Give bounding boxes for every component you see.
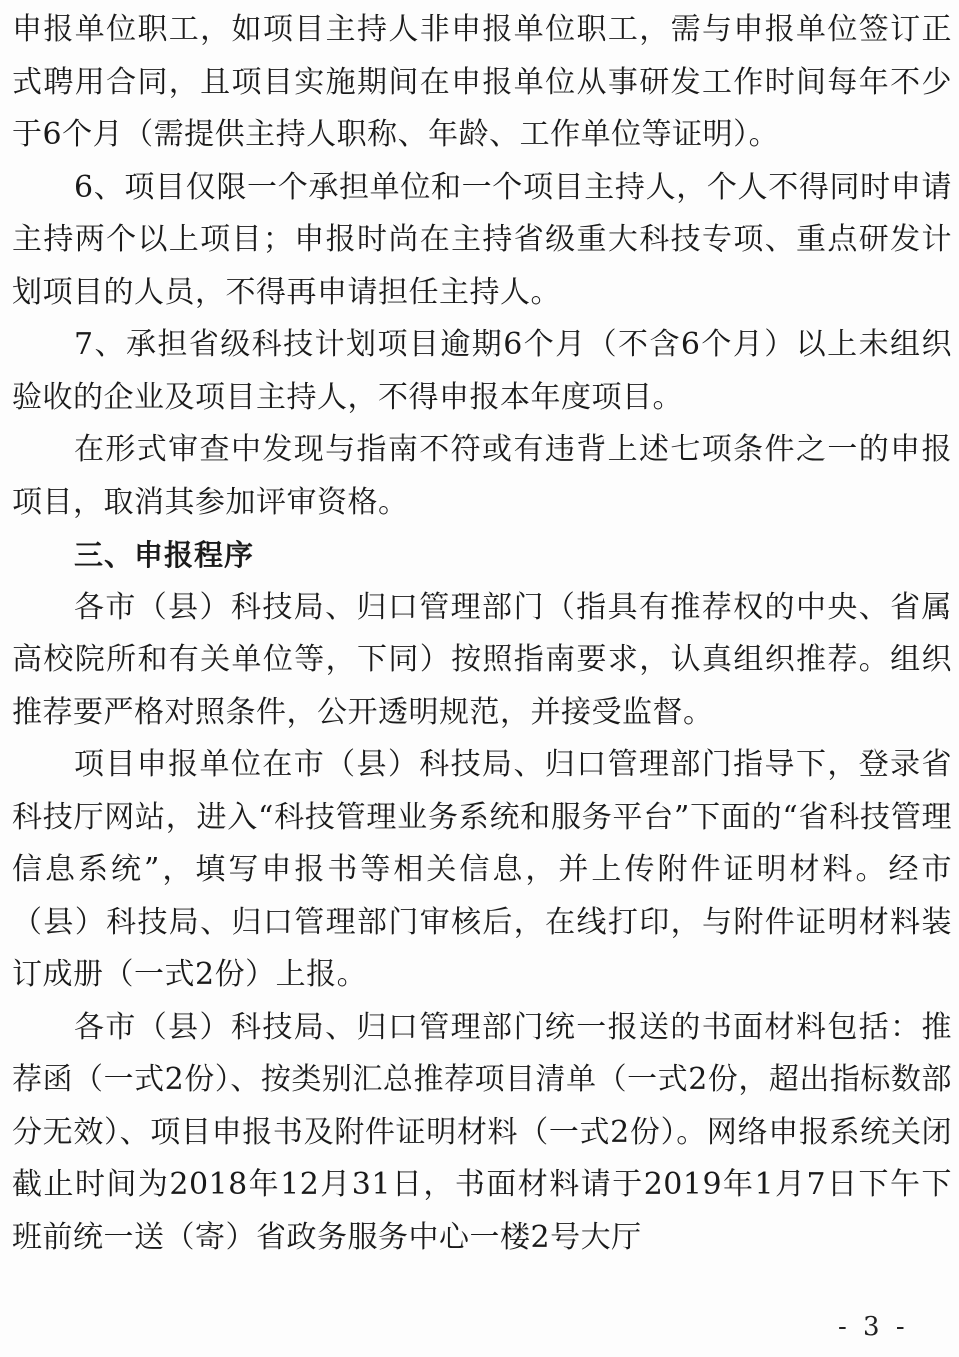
paragraph-item-6: 6、项目仅限一个承担单位和一个项目主持人，个人不得同时申请主持两个以上项目；申报时尚在主持省级重大科技专项、重点研发计划项目的人员，不得再申请担任主持人。 — [12, 169, 952, 310]
paragraph-continuation: 申报单位职工，如项目主持人非申报单位职工，需与申报单位签订正式聘用合同，且项目实施期间在申报单位从事研发工作时间每年不少于6个月（需提供主持人职称、年龄、工作单位等证明）。 — [12, 12, 952, 152]
document-body — [12, 4, 952, 1264]
paragraph-submission-materials: 各市（县）科技局、归口管理部门统一报送的书面材料包括：推荐函（一式2份）、按类别汇总推荐项目清单（一式2份，超出指标数部分无效）、项目申报书及附件证明材料（一式2份）。网络申报系统关闭截止时间为2018年12月31日，书面材料请于2019年1月7日下午下班前统一送（寄）省政务服务中心一楼2号大厅 — [12, 1009, 952, 1255]
paragraph-review-rule: 在形式审查中发现与指南不符或有违背上述七项条件之一的申报项目，取消其参加评审资格。 — [12, 432, 952, 520]
page-number: - 3 - — [838, 1312, 909, 1342]
paragraph-online-application: 项目申报单位在市（县）科技局、归口管理部门指导下，登录省科技厅网站，进入“科技管理业务系统和服务平台”下面的“省科技管理信息系统”，填写申报书等相关信息，并上传附件证明材料。经市（县）科技局、归口管理部门审核后，在线打印，与附件证明材料装订成册（一式2份）上报。 — [12, 747, 952, 992]
paragraph-item-7: 7、承担省级科技计划项目逾期6个月（不含6个月）以上未组织验收的企业及项目主持人，不得申报本年度项目。 — [12, 327, 952, 415]
section-heading: 三、申报程序 — [74, 538, 255, 572]
paragraph-recommendation: 各市（县）科技局、归口管理部门（指具有推荐权的中央、省属高校院所和有关单位等，下同）按照指南要求，认真组织推荐。组织推荐要严格对照条件，公开透明规范，并接受监督。 — [12, 589, 952, 730]
